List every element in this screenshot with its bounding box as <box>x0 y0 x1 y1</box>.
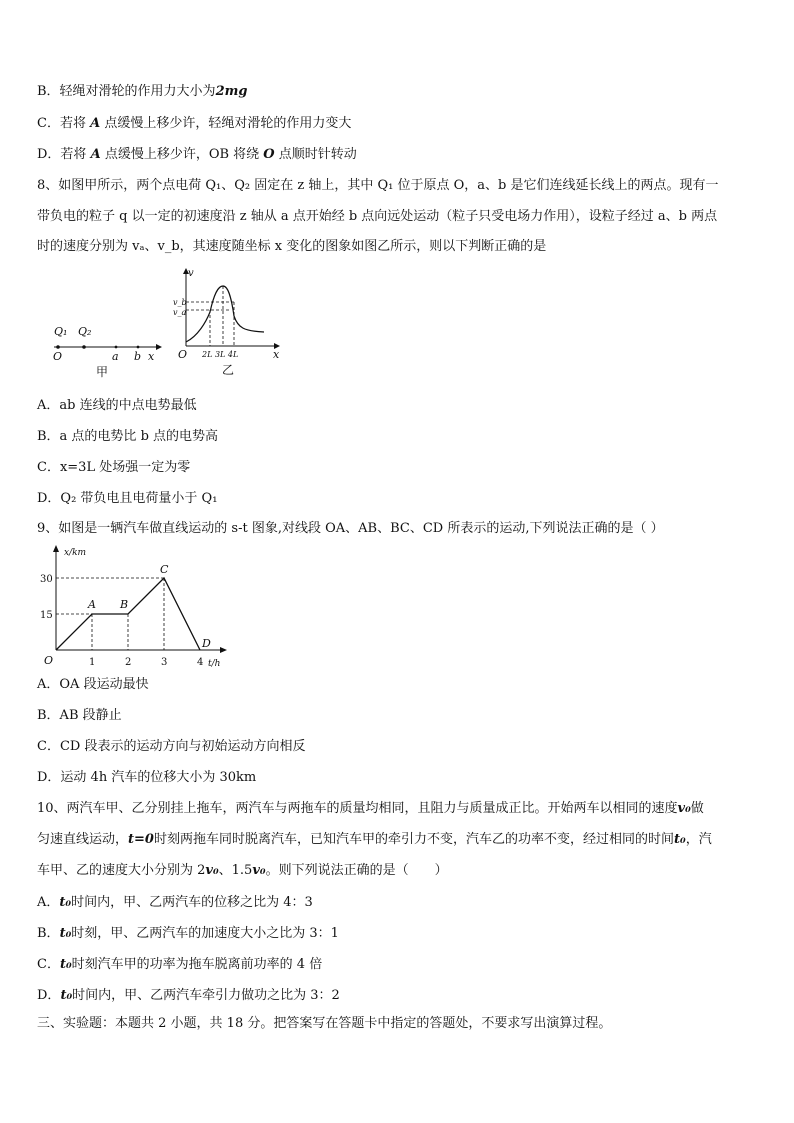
q10-option-d <box>37 987 340 1005</box>
q8-jia-q1-dot <box>56 345 60 349</box>
q10-stem-1b: 做 <box>690 801 704 816</box>
q8-option-c: C．x=3L 处场强一定为零 <box>37 460 191 475</box>
section-3-heading: 三、实验题：本题共 2 小题，共 18 分。把答案写在答题卡中指定的答题处，不要求写出演算过程。 <box>37 1016 612 1031</box>
q10-option-b-prefix: B． <box>37 926 60 941</box>
q10-option-a-t0: t₀ <box>59 895 72 910</box>
q8-jia-origin-label: O <box>53 350 63 363</box>
q10-stem-1-v0: v₀ <box>677 801 691 816</box>
q8-jia-a-dot <box>115 346 118 349</box>
q10-option-b-text: 时刻，甲、乙两汽车的加速度大小之比为 3：1 <box>71 926 339 941</box>
q8-figure-jia <box>50 318 170 380</box>
q8-jia-b-dot <box>137 346 140 349</box>
q9-option-c: C．CD 段表示的运动方向与初始运动方向相反 <box>37 739 306 754</box>
q10-option-b-t0: t₀ <box>59 926 72 941</box>
q9-y-tick-15: 15 <box>40 610 53 621</box>
q9-point-label-D: D <box>202 637 211 650</box>
q8-jia-x-label: x <box>148 350 155 363</box>
q7-option-c-var: A <box>90 116 101 131</box>
q10-option-c-prefix: C． <box>37 957 60 972</box>
q8-stem-line-1: 8、如图甲所示，两个点电荷 Q₁、Q₂ 固定在 z 轴上，其中 Q₁ 位于原点 O，a、b 是它们连线延长线上的两点。现有一 <box>37 178 719 193</box>
q7-option-d-var2: O <box>263 147 275 162</box>
q10-option-d-text: 时间内，甲、乙两汽车牵引力做功之比为 3：2 <box>72 988 340 1003</box>
q10-option-a <box>37 894 313 912</box>
q10-stem-3c: 。则下列说法正确的是（ ） <box>265 863 448 878</box>
q10-option-c <box>37 956 322 974</box>
q10-option-a-text: 时间内，甲、乙两汽车的位移之比为 4：3 <box>71 895 313 910</box>
q10-option-d-t0: t₀ <box>60 988 73 1003</box>
q7-option-d-prefix: D．若将 <box>37 147 87 162</box>
q7-option-b <box>37 83 247 101</box>
q7-option-d <box>37 146 357 164</box>
q10-stem-3-v0a: v₀ <box>205 863 219 878</box>
q9-point-label-B: B <box>120 598 129 611</box>
q7-option-d-suffix: 点顺时针转动 <box>278 147 357 162</box>
q9-x-axis-label: t/h <box>208 659 221 669</box>
q9-stem: 9、如图是一辆汽车做直线运动的 s-t 图象,对线段 OA、AB、BC、CD 所表示的运动,下列说法正确的是（ ） <box>37 521 664 536</box>
q8-stem-line-3: 时的速度分别为 vₐ、v_b，其速度随坐标 x 变化的图象如图乙所示，则以下判断正确的是 <box>37 239 547 254</box>
q9-x-tick-3: 3 <box>161 657 168 668</box>
q7-option-c-prefix: C．若将 <box>37 116 86 131</box>
q8-yi-x-label: x <box>273 348 280 361</box>
q10-stem-3-v0b: v₀ <box>252 863 266 878</box>
q8-jia-q1-label: Q₁ <box>54 325 68 338</box>
q8-option-b: B．a 点的电势比 b 点的电势高 <box>37 429 219 444</box>
q9-point-label-C: C <box>160 563 169 576</box>
q9-option-b: B．AB 段静止 <box>37 708 122 723</box>
q8-figure-yi <box>168 266 286 382</box>
q10-stem-2c: ，汽 <box>685 832 712 847</box>
q10-stem-line-3 <box>37 862 448 880</box>
q9-y-tick-30: 30 <box>40 574 53 585</box>
q10-stem-1a: 10、两汽车甲、乙分别挂上拖车，两汽车与两拖车的质量均相同，且阻力与质量成正比。开始两车以相同的速度 <box>37 801 678 816</box>
q8-jia-q2-label: Q₂ <box>78 325 92 338</box>
q10-stem-2-t0: t₀ <box>673 832 686 847</box>
q8-yi-velocity-curve <box>186 286 264 342</box>
q8-yi-va-label: v_a <box>173 308 187 317</box>
q8-yi-caption: 乙 <box>222 363 235 377</box>
q10-stem-line-1 <box>37 800 704 818</box>
q8-yi-v-label: v <box>188 268 194 279</box>
q9-y-axis-label: x/km <box>64 548 87 558</box>
q10-stem-line-2 <box>37 831 712 849</box>
q10-option-d-prefix: D． <box>37 988 61 1003</box>
q10-stem-2b: 时刻两拖车同时脱离汽车，已知汽车甲的牵引力不变，汽车乙的功率不变，经过相同的时间 <box>153 832 674 847</box>
q9-point-label-O: O <box>44 654 54 667</box>
q9-option-d: D．运动 4h 汽车的位移大小为 30km <box>37 770 257 785</box>
q10-stem-3b: 、1.5 <box>218 863 253 878</box>
q10-stem-2-t: t=0 <box>128 832 154 847</box>
q8-yi-ticks-label: 2L 3L 4L <box>202 350 239 359</box>
q8-jia-b-label: b <box>134 350 142 363</box>
q7-option-d-mid: 点缓慢上移少许，OB 将绕 <box>104 147 260 162</box>
q10-option-c-t0: t₀ <box>59 957 72 972</box>
q9-x-tick-1: 1 <box>89 657 96 668</box>
q10-option-c-text: 时刻汽车甲的功率为拖车脱离前功率的 4 倍 <box>71 957 323 972</box>
q7-option-d-var: A <box>90 147 101 162</box>
q8-yi-origin-label: O <box>178 348 188 361</box>
q8-stem-line-2: 带负电的粒子 q 以一定的初速度沿 z 轴从 a 点开始经 b 点向远处运动（粒子只受电场力作用），设粒子经过 a、b 两点 <box>37 209 718 224</box>
q10-stem-2a: 匀速直线运动， <box>37 832 129 847</box>
q8-option-d: D．Q₂ 带负电且电荷量小于 Q₁ <box>37 491 218 506</box>
q7-option-b-value: 2mg <box>215 84 248 99</box>
q9-x-tick-4: 4 <box>197 657 204 668</box>
q10-stem-3a: 车甲、乙的速度大小分别为 2 <box>37 863 206 878</box>
q8-jia-q2-dot <box>82 345 86 349</box>
q7-option-c <box>37 115 351 133</box>
q8-jia-arrow-icon <box>156 344 162 350</box>
q8-option-a: A．ab 连线的中点电势最低 <box>37 398 197 413</box>
q8-jia-a-label: a <box>112 350 119 363</box>
q9-st-chart <box>36 542 236 670</box>
q9-point-label-A: A <box>88 598 96 611</box>
q10-option-a-prefix: A． <box>37 895 60 910</box>
q9-x-arrow-icon <box>220 647 227 653</box>
q9-y-arrow-icon <box>53 545 59 552</box>
q8-yi-vb-label: v_b <box>173 298 187 307</box>
q8-jia-caption: 甲 <box>96 365 109 379</box>
q10-option-b <box>37 925 339 943</box>
q9-option-a: A．OA 段运动最快 <box>37 677 149 692</box>
q9-x-tick-2: 2 <box>125 657 132 668</box>
q7-option-c-suffix: 点缓慢上移少许，轻绳对滑轮的作用力变大 <box>104 116 352 131</box>
q7-option-b-text: B．轻绳对滑轮的作用力大小为 <box>37 84 216 99</box>
